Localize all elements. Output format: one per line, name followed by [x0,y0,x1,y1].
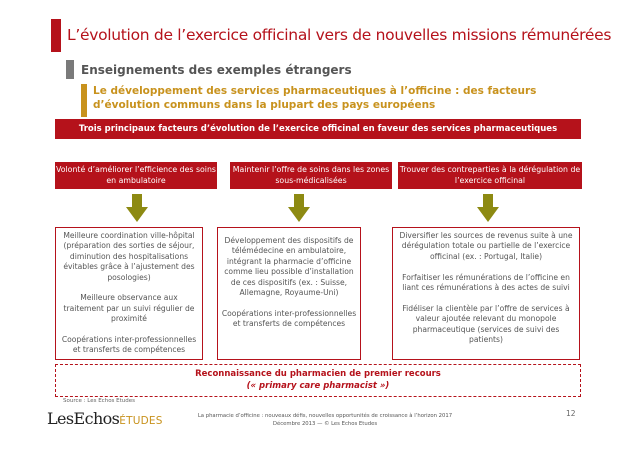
logo-main-text: LesEchos [47,409,120,428]
subtitle-accent-bar [66,60,74,79]
factor-heading-care-offer: Maintenir l’offre de soins dans les zones sous-médicalisées [230,162,392,189]
down-arrow-icon [288,194,310,222]
les-echos-etudes-logo [47,409,163,428]
page-subtitle: Enseignements des exemples étrangers [81,63,352,77]
section-heading: Le développement des services pharmaceutiques à l’officine : des facteurs d’évolution communs dans la plupart des pays européens [93,85,537,111]
footer-title: La pharmacie d’officine : nouveaux défis, nouvelles opportunités de croissance à l’horizon 2017 [197,413,453,419]
recognition-title: Reconnaissance du pharmacien de premier recours [195,369,441,379]
factor-heading-deregulation: Trouver des contreparties à la dérégulation de l’exercice officinal [398,162,582,189]
section-accent-bar [81,84,87,117]
footer-date: Décembre 2013 — © Les Echos Etudes [272,420,378,427]
source-note: Source : Les Echos Etudes [63,398,136,404]
page-number: 12 [566,409,576,418]
factor-details-deregulation: Diversifier les sources de revenus suite à une dérégulation totale ou partielle de l’exercice officinal (ex. : Portugal, Italie) Forfaitiser les rémunérations de l’officine en liant ces rémunérations à des actes de suivi Fidéliser la clientèle par l’offre de services à valeur ajoutée relevant du monopole pharmaceutique (services de suivi des patients) [392,227,580,360]
recognition-box [55,364,581,397]
down-arrow-icon [477,194,499,222]
factor-heading-efficiency: Volonté d’améliorer l’efficience des soins en ambulatoire [55,162,217,189]
recognition-term: (« primary care pharmacist ») [246,381,390,391]
title-accent-bar [51,19,61,52]
down-arrow-icon [126,194,148,222]
factor-details-efficiency: Meilleure coordination ville-hôpital (préparation des sorties de séjour, diminution des hospitalisations évitables grâce à l’ajustement des posologies) Meilleure observance aux traitement par un suivi régulier de proximité Coopérations inter-professionnelles et transferts de compétences [55,227,203,360]
factor-details-care-offer: Développement des dispositifs de télémédecine en ambulatoire, intégrant la pharmacie d’officine comme lieu possible d’installation de ces dispositifs (ex. : Suisse, Allemagne, Royaume-Uni) Coopérations inter-professionnelles et transferts de compétences [217,227,361,360]
page-title: L’évolution de l’exercice officinal vers de nouvelles missions rémunérées [67,26,612,44]
factors-banner: Trois principaux facteurs d’évolution de l’exercice officinal en faveur des services pharmaceutiques [55,119,581,139]
logo-sub-text: ÉTUDES [119,415,163,427]
footer [160,413,490,428]
